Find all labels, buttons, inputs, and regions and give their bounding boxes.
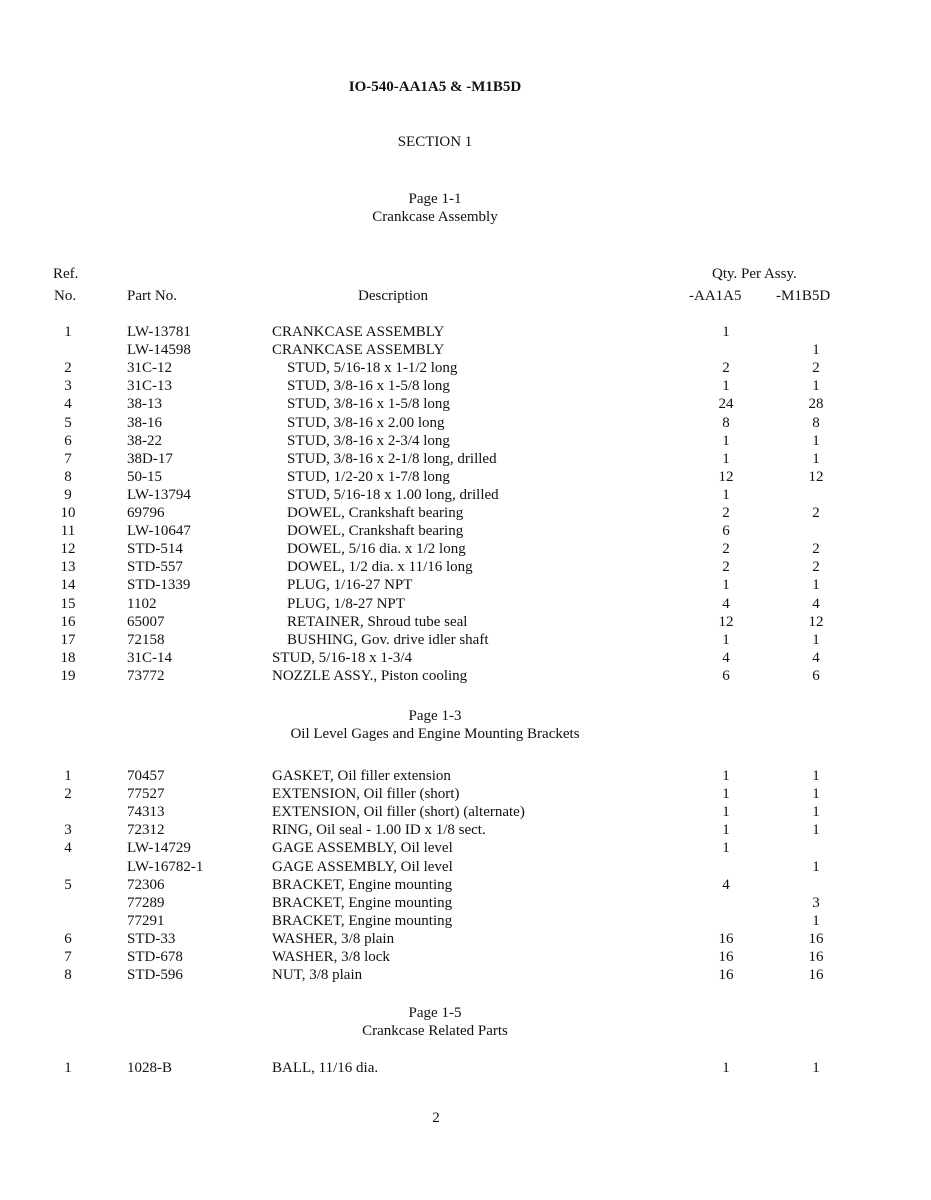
- part-number-cell: 1028-B: [127, 1060, 172, 1076]
- ref-cell: 4: [64, 840, 72, 857]
- table-row: [0, 948, 931, 966]
- qty-m1b5d-cell: 16: [808, 930, 824, 947]
- qty-aa1a5-cell: 2: [722, 559, 730, 576]
- part-number-cell: 65007: [127, 613, 165, 630]
- part-number-cell: 50-15: [127, 468, 162, 485]
- part-number-cell: 77291: [127, 912, 165, 929]
- qty-aa1a5-cell: 1: [722, 822, 730, 839]
- ref-cell: 18: [60, 649, 76, 666]
- table-row: [0, 432, 931, 450]
- qty-m1b5d-cell: 1: [812, 1060, 820, 1076]
- description-cell: GAGE ASSEMBLY, Oil level: [272, 840, 453, 857]
- part-number-cell: LW-13781: [127, 324, 191, 340]
- table-row: [0, 341, 931, 359]
- qty-aa1a5-cell: 12: [718, 468, 734, 485]
- qty-aa1a5-cell: 16: [718, 967, 734, 984]
- ref-cell: 5: [64, 414, 72, 431]
- description-cell: STUD, 5/16-18 x 1.00 long, drilled: [287, 486, 499, 503]
- qty-m1b5d-cell: 1: [812, 378, 820, 395]
- table-row: [0, 803, 931, 821]
- qty-aa1a5-cell: 1: [722, 768, 730, 784]
- qty-m1b5d-cell: 2: [812, 559, 820, 576]
- subsection-page-label: Page 1-1: [408, 191, 462, 207]
- part-number-cell: 72306: [127, 876, 165, 893]
- description-cell: BRACKET, Engine mounting: [272, 876, 453, 893]
- qty-aa1a5-cell: 6: [722, 667, 730, 684]
- ref-cell: 1: [64, 324, 72, 340]
- table-row: [0, 876, 931, 894]
- section-title: SECTION 1: [397, 134, 473, 150]
- table-row: [0, 613, 931, 631]
- part-number-cell: 38-13: [127, 396, 162, 413]
- ref-cell: 16: [60, 613, 76, 630]
- qty-aa1a5-cell: 2: [722, 541, 730, 558]
- part-number-cell: STD-596: [127, 967, 183, 984]
- document-title: IO-540-AA1A5 & -M1B5D: [348, 79, 522, 95]
- qty-m1b5d-cell: 4: [812, 649, 820, 666]
- description-cell: STUD, 3/8-16 x 2-3/4 long: [287, 432, 450, 449]
- qty-m1b5d-cell: 1: [812, 631, 820, 648]
- table-row: [0, 558, 931, 576]
- ref-cell: 11: [60, 523, 76, 540]
- part-number-cell: STD-33: [127, 930, 176, 947]
- description-cell: RETAINER, Shroud tube seal: [287, 613, 468, 630]
- ref-cell: 6: [64, 432, 72, 449]
- ref-cell: 8: [64, 967, 72, 984]
- ref-cell: 10: [60, 505, 76, 521]
- ref-cell: 17: [60, 631, 76, 648]
- table-row: [0, 894, 931, 912]
- qty-aa1a5-cell: 1: [722, 631, 730, 648]
- ref-cell: 9: [64, 486, 72, 503]
- table-row: [0, 377, 931, 395]
- table-row: [0, 631, 931, 649]
- qty-aa1a5-cell: 8: [722, 414, 730, 431]
- table-row: [0, 540, 931, 558]
- ref-cell: 3: [64, 822, 72, 839]
- table-row: [0, 468, 931, 486]
- table-row: [0, 486, 931, 504]
- description-cell: NUT, 3/8 plain: [272, 967, 363, 984]
- table-row: [0, 912, 931, 930]
- qty-m1b5d-cell: 28: [808, 396, 824, 413]
- part-number-cell: 1102: [127, 595, 157, 612]
- qty-m1b5d-cell: 1: [812, 858, 820, 875]
- qty-m1b5d-cell: 16: [808, 949, 824, 965]
- description-cell: RING, Oil seal - 1.00 ID x 1/8 sect.: [272, 822, 486, 839]
- qty-m1b5d-cell: 4: [812, 595, 820, 612]
- qty-aa1a5-cell: 2: [722, 360, 730, 377]
- page-number: 2: [432, 1110, 440, 1126]
- ref-cell: 4: [64, 396, 72, 413]
- part-number-cell: STD-557: [127, 559, 183, 576]
- description-cell: STUD, 3/8-16 x 1-5/8 long: [287, 396, 450, 413]
- qty-aa1a5-cell: 1: [722, 324, 730, 340]
- part-number-cell: 38-16: [127, 414, 162, 431]
- description-cell: STUD, 3/8-16 x 1-5/8 long: [287, 378, 450, 395]
- description-cell: CRANKCASE ASSEMBLY: [272, 324, 445, 340]
- qty-aa1a5-cell: 1: [722, 804, 730, 821]
- table-row: [0, 649, 931, 667]
- part-number-cell: 69796: [127, 505, 165, 521]
- table-row: [0, 576, 931, 594]
- description-cell: STUD, 3/8-16 x 2.00 long: [287, 414, 445, 431]
- part-number-cell: 72158: [127, 631, 165, 648]
- header-col-m1b5d: -M1B5D: [776, 288, 831, 304]
- qty-aa1a5-cell: 16: [718, 930, 734, 947]
- subsection-title: Crankcase Related Parts: [362, 1023, 508, 1039]
- table-row: [0, 414, 931, 432]
- ref-cell: 5: [64, 876, 72, 893]
- qty-m1b5d-cell: 12: [808, 468, 824, 485]
- description-cell: STUD, 3/8-16 x 2-1/8 long, drilled: [287, 450, 497, 467]
- table-row: [0, 395, 931, 413]
- description-cell: STUD, 5/16-18 x 1-3/4: [272, 649, 412, 666]
- qty-m1b5d-cell: 1: [812, 342, 820, 359]
- ref-cell: 8: [64, 468, 72, 485]
- qty-aa1a5-cell: 6: [722, 523, 730, 540]
- table-row: [0, 767, 931, 785]
- ref-cell: 14: [60, 577, 76, 594]
- qty-m1b5d-cell: 1: [812, 912, 820, 929]
- ref-cell: 6: [64, 930, 72, 947]
- ref-cell: 13: [60, 559, 76, 576]
- description-cell: GASKET, Oil filler extension: [272, 768, 451, 784]
- qty-aa1a5-cell: 2: [722, 505, 730, 521]
- table-row: [0, 785, 931, 803]
- description-cell: WASHER, 3/8 plain: [272, 930, 395, 947]
- table-row: [0, 1059, 931, 1077]
- table-row: [0, 858, 931, 876]
- description-cell: BRACKET, Engine mounting: [272, 912, 453, 929]
- qty-m1b5d-cell: 1: [812, 804, 820, 821]
- qty-aa1a5-cell: 1: [722, 450, 730, 467]
- table-row: [0, 667, 931, 685]
- description-cell: WASHER, 3/8 lock: [272, 949, 390, 965]
- description-cell: NOZZLE ASSY., Piston cooling: [272, 667, 468, 684]
- header-ref-line1: Ref.: [53, 266, 79, 282]
- subsection-title: Crankcase Assembly: [372, 209, 498, 225]
- ref-cell: 15: [60, 595, 76, 612]
- qty-m1b5d-cell: 2: [812, 505, 820, 521]
- qty-aa1a5-cell: 1: [722, 577, 730, 594]
- header-col-aa1a5: -AA1A5: [689, 288, 742, 304]
- description-cell: BALL, 11/16 dia.: [272, 1060, 379, 1076]
- qty-aa1a5-cell: 4: [722, 649, 730, 666]
- ref-cell: 19: [60, 667, 76, 684]
- subsection-page-label: Page 1-5: [408, 1005, 462, 1021]
- qty-m1b5d-cell: 12: [808, 613, 824, 630]
- qty-m1b5d-cell: 2: [812, 541, 820, 558]
- description-cell: STUD, 1/2-20 x 1-7/8 long: [287, 468, 450, 485]
- qty-m1b5d-cell: 8: [812, 414, 820, 431]
- table-row: [0, 504, 931, 522]
- part-number-cell: 73772: [127, 667, 165, 684]
- part-number-cell: STD-678: [127, 949, 183, 965]
- table-row: [0, 966, 931, 984]
- description-cell: EXTENSION, Oil filler (short): [272, 786, 460, 803]
- qty-aa1a5-cell: 12: [718, 613, 734, 630]
- description-cell: CRANKCASE ASSEMBLY: [272, 342, 445, 359]
- part-number-cell: 77289: [127, 894, 165, 911]
- header-qty: Qty. Per Assy.: [712, 266, 797, 282]
- description-cell: PLUG, 1/16-27 NPT: [287, 577, 413, 594]
- table-row: [0, 930, 931, 948]
- subsection-title: Oil Level Gages and Engine Mounting Brackets: [290, 726, 580, 742]
- description-cell: DOWEL, Crankshaft bearing: [287, 505, 464, 521]
- qty-m1b5d-cell: 2: [812, 360, 820, 377]
- table-row: [0, 323, 931, 341]
- part-number-cell: 72312: [127, 822, 165, 839]
- header-description: Description: [358, 288, 428, 304]
- table-row: [0, 359, 931, 377]
- qty-m1b5d-cell: 3: [812, 894, 820, 911]
- part-number-cell: 74313: [127, 804, 165, 821]
- qty-m1b5d-cell: 16: [808, 967, 824, 984]
- qty-m1b5d-cell: 1: [812, 450, 820, 467]
- qty-aa1a5-cell: 1: [722, 432, 730, 449]
- qty-m1b5d-cell: 1: [812, 432, 820, 449]
- qty-m1b5d-cell: 1: [812, 786, 820, 803]
- part-number-cell: LW-10647: [127, 523, 191, 540]
- description-cell: BRACKET, Engine mounting: [272, 894, 453, 911]
- ref-cell: 2: [64, 786, 72, 803]
- part-number-cell: LW-14598: [127, 342, 191, 359]
- part-number-cell: 31C-12: [127, 360, 172, 377]
- description-cell: DOWEL, Crankshaft bearing: [287, 523, 464, 540]
- qty-aa1a5-cell: 24: [718, 396, 734, 413]
- qty-aa1a5-cell: 4: [722, 876, 730, 893]
- ref-cell: 2: [64, 360, 72, 377]
- part-number-cell: 31C-14: [127, 649, 172, 666]
- ref-cell: 3: [64, 378, 72, 395]
- qty-m1b5d-cell: 1: [812, 577, 820, 594]
- part-number-cell: LW-16782-1: [127, 858, 204, 875]
- part-number-cell: STD-514: [127, 541, 183, 558]
- table-row: [0, 595, 931, 613]
- header-part-no: Part No.: [127, 288, 177, 304]
- description-cell: GAGE ASSEMBLY, Oil level: [272, 858, 453, 875]
- part-number-cell: 77527: [127, 786, 165, 803]
- table-row: [0, 821, 931, 839]
- qty-aa1a5-cell: 1: [722, 786, 730, 803]
- ref-cell: 7: [64, 949, 72, 965]
- description-cell: EXTENSION, Oil filler (short) (alternate): [272, 804, 525, 821]
- header-ref-line2: No.: [54, 288, 77, 304]
- qty-aa1a5-cell: 1: [722, 1060, 730, 1076]
- ref-cell: 7: [64, 450, 72, 467]
- description-cell: DOWEL, 5/16 dia. x 1/2 long: [287, 541, 466, 558]
- ref-cell: 1: [64, 1060, 72, 1076]
- qty-aa1a5-cell: 1: [722, 840, 730, 857]
- description-cell: STUD, 5/16-18 x 1-1/2 long: [287, 360, 458, 377]
- description-cell: DOWEL, 1/2 dia. x 11/16 long: [287, 559, 473, 576]
- qty-aa1a5-cell: 1: [722, 378, 730, 395]
- part-number-cell: 38D-17: [127, 450, 173, 467]
- table-row: [0, 839, 931, 857]
- qty-aa1a5-cell: 4: [722, 595, 730, 612]
- qty-aa1a5-cell: 16: [718, 949, 734, 965]
- description-cell: BUSHING, Gov. drive idler shaft: [287, 631, 489, 648]
- ref-cell: 1: [64, 768, 72, 784]
- ref-cell: 12: [60, 541, 76, 558]
- qty-aa1a5-cell: 1: [722, 486, 730, 503]
- qty-m1b5d-cell: 1: [812, 822, 820, 839]
- table-row: [0, 450, 931, 468]
- part-number-cell: 31C-13: [127, 378, 172, 395]
- subsection-page-label: Page 1-3: [408, 708, 462, 724]
- part-number-cell: LW-14729: [127, 840, 191, 857]
- qty-m1b5d-cell: 6: [812, 667, 820, 684]
- part-number-cell: 70457: [127, 768, 165, 784]
- part-number-cell: STD-1339: [127, 577, 191, 594]
- part-number-cell: 38-22: [127, 432, 162, 449]
- qty-m1b5d-cell: 1: [812, 768, 820, 784]
- table-row: [0, 522, 931, 540]
- part-number-cell: LW-13794: [127, 486, 191, 503]
- description-cell: PLUG, 1/8-27 NPT: [287, 595, 405, 612]
